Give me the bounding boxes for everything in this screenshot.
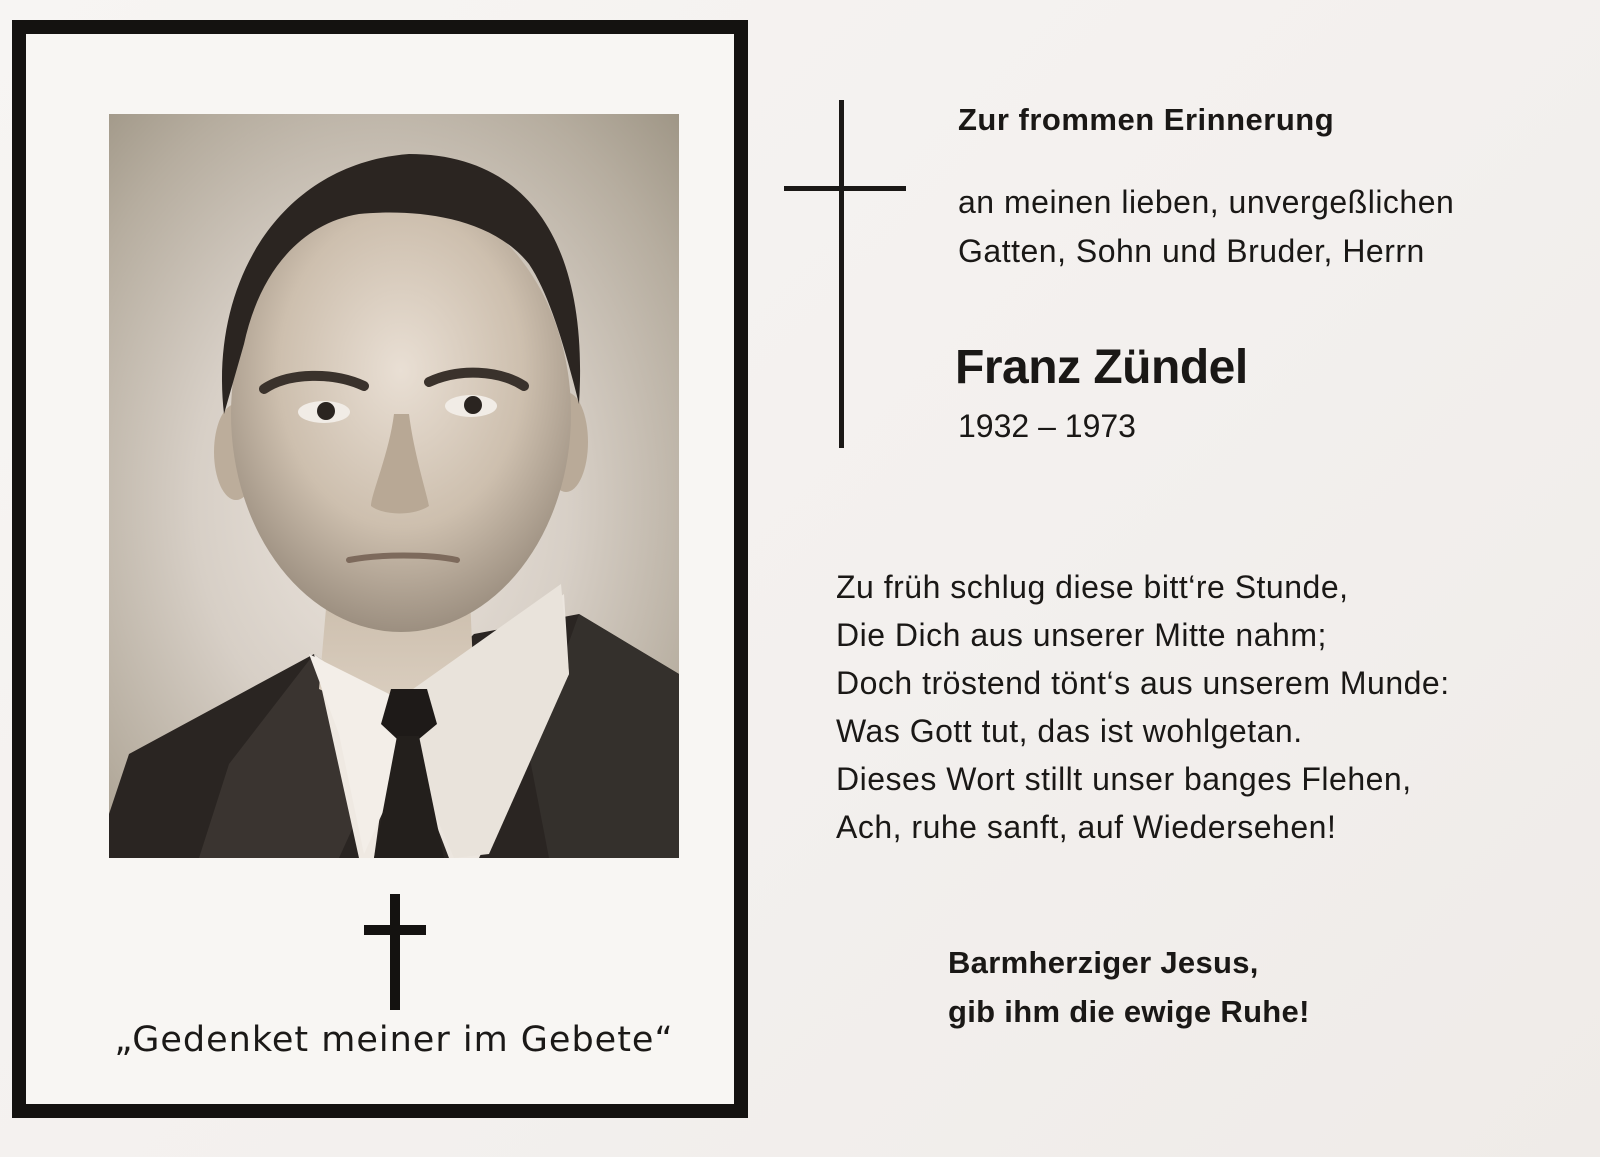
closing-prayer: [948, 938, 1310, 1036]
prayer-line: Barmherziger Jesus,: [948, 945, 1259, 980]
poem-line: Dieses Wort stillt unser banges Flehen,: [836, 761, 1412, 797]
caption-quote: „Gedenket meiner im Gebete“: [114, 1020, 674, 1060]
cross-icon: [784, 100, 908, 455]
intro-text: [958, 178, 1454, 276]
poem-line: Zu früh schlug diese bitt‘re Stunde,: [836, 569, 1349, 605]
poem: [836, 563, 1450, 851]
poem-line: Die Dich aus unserer Mitte nahm;: [836, 617, 1327, 653]
poem-line: Doch tröstend tönt‘s aus unserem Munde:: [836, 665, 1450, 701]
prayer-line: gib ihm die ewige Ruhe!: [948, 994, 1310, 1029]
poem-line: Was Gott tut, das ist wohlgetan.: [836, 713, 1303, 749]
poem-line: Ach, ruhe sanft, auf Wiedersehen!: [836, 809, 1337, 845]
intro-line: Gatten, Sohn und Bruder, Herrn: [958, 233, 1425, 269]
intro-line: an meinen lieben, unvergeßlichen: [958, 184, 1455, 220]
memorial-heading: Zur frommen Erinnerung: [958, 102, 1335, 137]
black-border-frame: [12, 20, 748, 1118]
deceased-name: Franz Zündel: [955, 341, 1248, 394]
portrait-photo: [109, 114, 679, 858]
life-years: 1932 – 1973: [958, 408, 1136, 444]
cross-icon: [364, 894, 428, 1017]
